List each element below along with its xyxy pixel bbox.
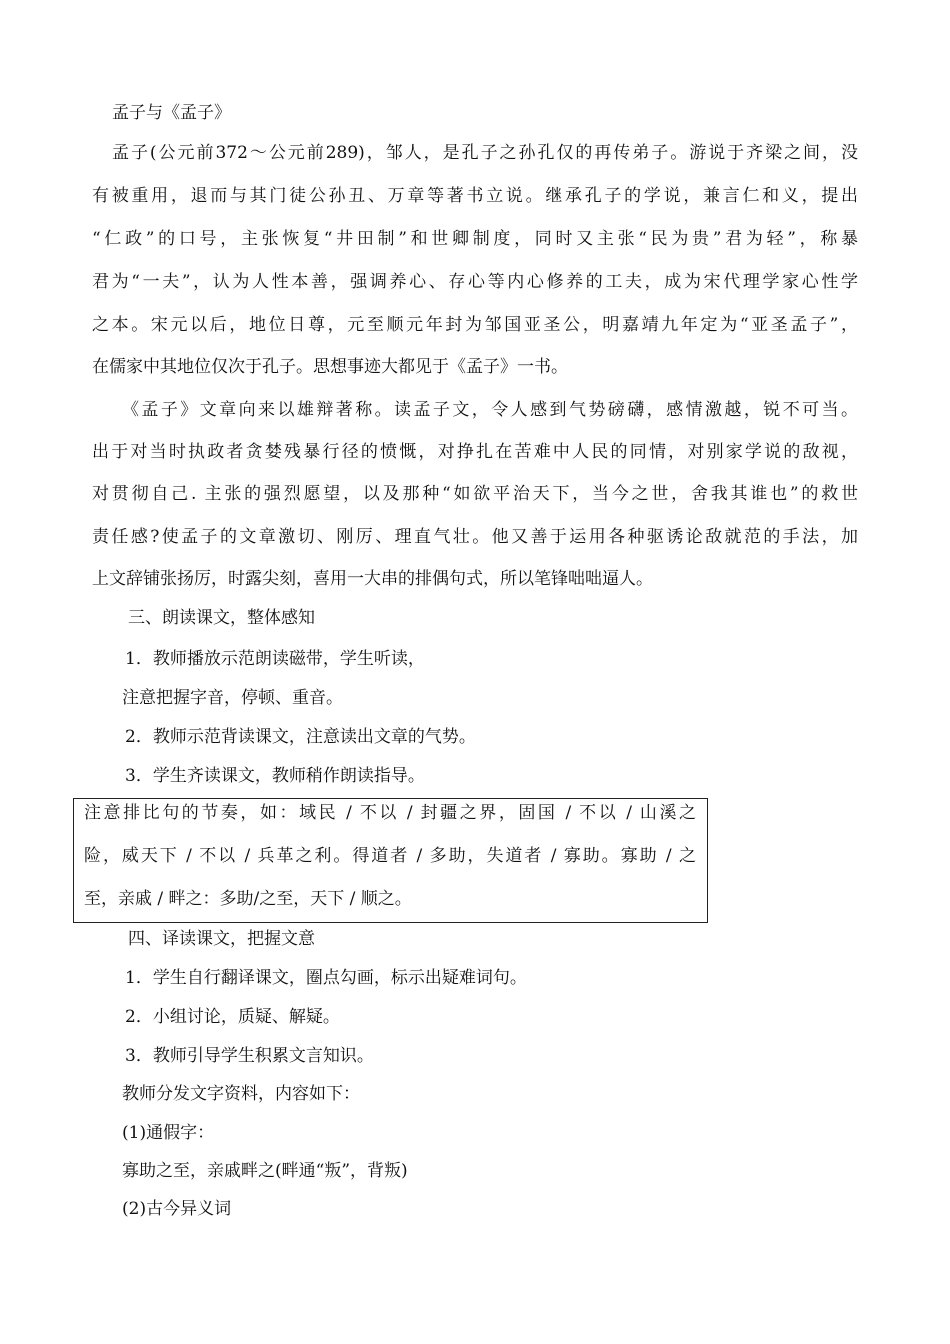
- section-heading: 孟子与《孟子》: [112, 103, 231, 123]
- note-line: 险，威天下 / 不以 / 兵革之利。得道者 / 多助，失道者 / 寡助。寡助 / 之: [84, 846, 696, 866]
- section-title: 三、朗读课文，整体感知: [128, 608, 315, 628]
- section-title: 四、译读课文，把握文意: [128, 929, 315, 949]
- handout-note: 教师分发文字资料，内容如下：: [122, 1084, 360, 1104]
- paragraph-line: 之本。宋元以后，地位日尊，元至顺元年封为邹国亚圣公，明嘉靖九年定为“亚圣孟子”，: [92, 315, 858, 335]
- list-item: 2．教师示范背读课文，注意读出文章的气势。: [125, 727, 476, 747]
- subheading: (2)古今异义词: [122, 1199, 232, 1219]
- list-item: 3．教师引导学生积累文言知识。: [125, 1046, 374, 1066]
- paragraph-line: 《孟子》文章向来以雄辩著称。读孟子文，令人感到气势磅礴，感情激越，锐不可当。: [122, 400, 858, 420]
- paragraph-line: 孟子(公元前372～公元前289)，邹人，是孔子之孙孔仅的再传弟子。游说于齐梁之间，没: [112, 143, 858, 163]
- list-item: 1．教师播放示范朗读磁带，学生听读，: [125, 649, 425, 669]
- subheading: (1)通假字：: [122, 1123, 215, 1143]
- example-line: 寡助之至，亲戚畔之(畔通“叛”，背叛): [122, 1161, 408, 1181]
- note-line: 至，亲戚 / 畔之：多助/之至，天下 / 顺之。: [84, 889, 412, 909]
- paragraph-line: 出于对当时执政者贪婪残暴行径的愤慨，对挣扎在苦难中人民的同情，对别家学说的敌视，: [92, 442, 858, 462]
- list-item: 3．学生齐读课文，教师稍作朗读指导。: [125, 766, 425, 786]
- paragraph-line: 君为“一夫”，认为人性本善，强调养心、存心等内心修养的工夫，成为宋代理学家心性学: [92, 272, 858, 292]
- list-item: 2．小组讨论，质疑、解疑。: [125, 1007, 340, 1027]
- note-line: 注意排比句的节奏，如：域民 / 不以 / 封疆之界，固国 / 不以 / 山溪之: [84, 803, 696, 823]
- list-item-continuation: 注意把握字音，停顿、重音。: [122, 688, 343, 708]
- paragraph-line: 在儒家中其地位仅次于孔子。思想事迹大都见于《孟子》一书。: [92, 357, 568, 377]
- paragraph-line: 上文辞铺张扬厉，时露尖刻，喜用一大串的排偶句式，所以笔锋咄咄逼人。: [92, 569, 653, 589]
- paragraph-line: “仁政”的口号，主张恢复“井田制”和世卿制度，同时又主张“民为贵”君为轻”，称暴: [92, 229, 858, 249]
- paragraph-line: 有被重用，退而与其门徒公孙丑、万章等著书立说。继承孔子的学说，兼言仁和义，提出: [92, 186, 858, 206]
- paragraph-line: 对贯彻自己. 主张的强烈愿望，以及那种“如欲平治天下，当今之世，舍我其谁也”的救世: [92, 484, 858, 504]
- list-item: 1．学生自行翻译课文，圈点勾画，标示出疑难词句。: [125, 968, 527, 988]
- paragraph-line: 责任感?使孟子的文章激切、刚厉、理直气壮。他又善于运用各种驱诱论敌就范的手法，加: [92, 527, 858, 547]
- note-box: [73, 798, 708, 923]
